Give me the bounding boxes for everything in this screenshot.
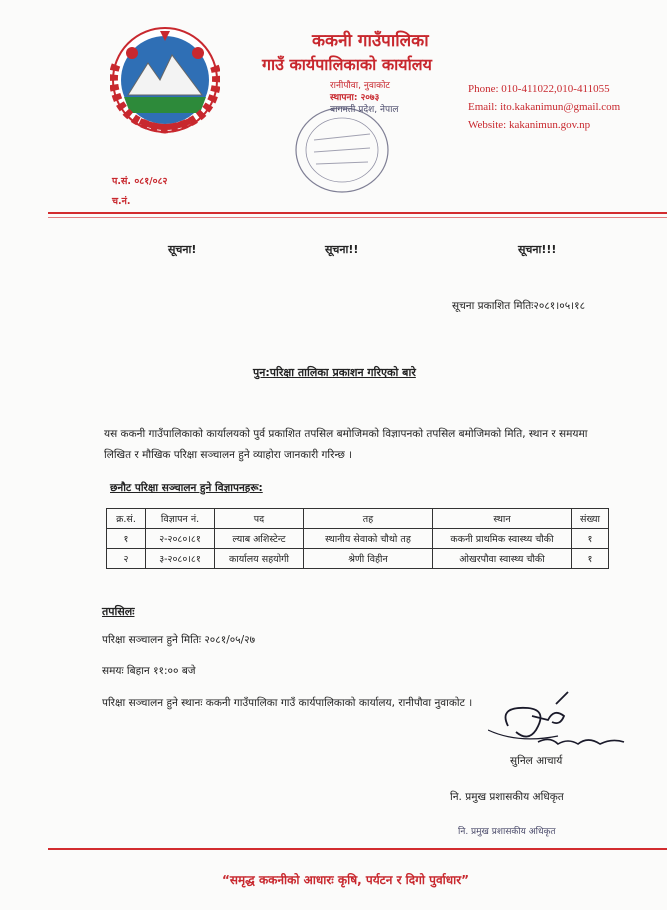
office-stamp bbox=[292, 104, 392, 196]
notice-label: सूचना!! bbox=[325, 243, 359, 256]
details-heading: तपसिलः bbox=[102, 605, 135, 618]
table-cell: १ bbox=[107, 529, 146, 549]
phone-text: Phone: 010-411022,010-411055 bbox=[468, 83, 610, 95]
address-line: रानीपौवा, नुवाकोट bbox=[330, 81, 390, 91]
notice-label: सूचना!!! bbox=[518, 243, 557, 256]
table-header-row bbox=[107, 509, 609, 529]
column-header: तह bbox=[304, 509, 433, 529]
table-cell: श्रेणी विहीन bbox=[304, 549, 433, 569]
table-cell: १ bbox=[572, 529, 609, 549]
footer-divider bbox=[48, 848, 667, 850]
office-title-line1: ककनी गाउँपालिका bbox=[312, 31, 429, 51]
address-line: स्थापना: २०७३ bbox=[330, 93, 380, 103]
exam-place: परिक्षा सञ्चालन हुने स्थानः ककनी गाउँपालिका गाउँ कार्यपालिकाको कार्यालय, रानीपौवा नुवाकोट । bbox=[102, 697, 473, 709]
table-cell: ३-२०८०।८१ bbox=[146, 549, 215, 569]
table-title: छनौट परिक्षा सञ्चालन हुने विज्ञापनहरू: bbox=[110, 482, 263, 494]
column-header: स्थान bbox=[433, 509, 572, 529]
footer-slogan: “समृद्ध ककनीको आधारः कृषि, पर्यटन र दिगो पुर्वाधार” bbox=[222, 873, 470, 887]
signatory-designation: नि. प्रमुख प्रशासकीय अधिकृत bbox=[450, 791, 564, 803]
exam-time: समयः बिहान ११:०० बजे bbox=[102, 665, 196, 677]
signatory-name: सुनिल आचार्य bbox=[510, 755, 563, 767]
table-row bbox=[107, 529, 609, 549]
emblem-logo bbox=[110, 25, 220, 135]
ref-ps: प.सं. ०८१/०८२ bbox=[112, 176, 168, 187]
header-divider-thin bbox=[48, 217, 667, 218]
website-text: Website: kakanimun.gov.np bbox=[468, 119, 591, 131]
office-title-line2: गाउँ कार्यपालिकाको कार्यालय bbox=[262, 55, 432, 74]
designation-stamp: नि. प्रमुख प्रशासकीय अधिकृत bbox=[458, 827, 556, 837]
published-date: सूचना प्रकाशित मितिः२०८१।०५।१८ bbox=[452, 300, 586, 312]
email-text: Email: ito.kakanimun@gmail.com bbox=[468, 101, 621, 113]
column-header: विज्ञापन नं. bbox=[146, 509, 215, 529]
address-line: बागमती प्रदेश, नेपाल bbox=[330, 105, 399, 115]
contact-info bbox=[468, 80, 620, 134]
reference-numbers bbox=[112, 172, 167, 212]
table-cell: २ bbox=[107, 549, 146, 569]
table-row bbox=[107, 549, 609, 569]
column-header: क्र.सं. bbox=[107, 509, 146, 529]
subject-line: पुन:परिक्षा तालिका प्रकाशन गरिएको बारे bbox=[253, 366, 416, 379]
table-cell: कार्यालय सहयोगी bbox=[215, 549, 304, 569]
header-divider bbox=[48, 212, 667, 214]
handwritten-signature bbox=[488, 686, 638, 752]
exam-date: परिक्षा सञ्चालन हुने मितिः २०८१/०५/२७ bbox=[102, 634, 256, 646]
table-cell: स्थानीय सेवाको चौथो तह bbox=[304, 529, 433, 549]
column-header: संख्या bbox=[572, 509, 609, 529]
table-cell: ककनी प्राथमिक स्वास्थ्य चौकी bbox=[433, 529, 572, 549]
notice-label: सूचना! bbox=[168, 243, 197, 256]
table-cell: ल्याब अशिस्टेन्ट bbox=[215, 529, 304, 549]
table-cell: १ bbox=[572, 549, 609, 569]
body-paragraph: यस ककनी गाउँपालिकाको कार्यालयको पुर्व प्रकाशित तपसिल बमोजिमको विज्ञापनको तपसिल बमोजिमको मिति, स्थान र समयमा लिखित र मौखिक परिक्षा सञ्चालन हुने व्याहोरा जानकारी गरिन्छ । bbox=[104, 428, 588, 461]
exam-table bbox=[106, 508, 609, 569]
ref-cn: च.नं. bbox=[112, 196, 131, 207]
table-cell: २-२०८०।८१ bbox=[146, 529, 215, 549]
table-cell: ओखरपौवा स्वास्थ्य चौकी bbox=[433, 549, 572, 569]
column-header: पद bbox=[215, 509, 304, 529]
